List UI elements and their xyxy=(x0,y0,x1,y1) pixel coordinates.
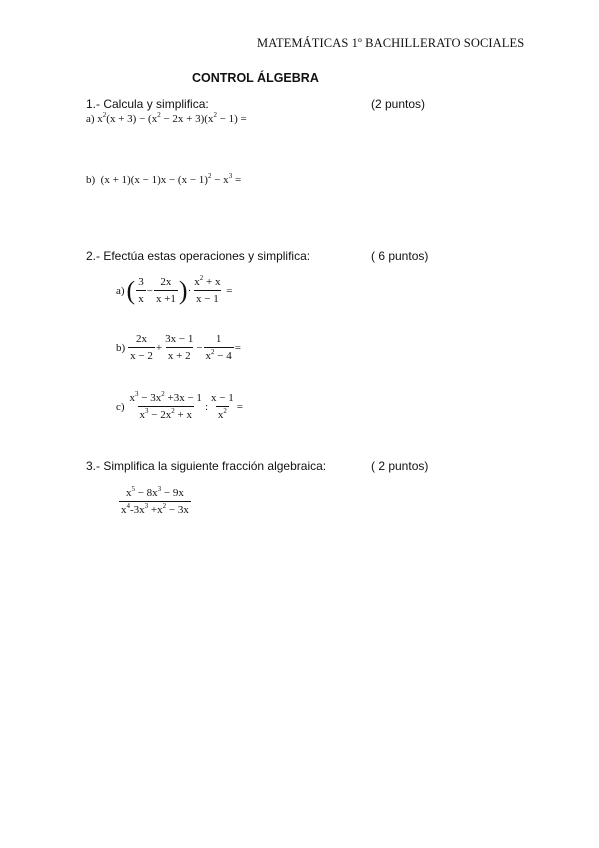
question-2b-label: b) xyxy=(116,341,126,354)
fraction: $\frac{2x}{x - 2}$ xyxy=(130,333,153,362)
question-2a-expression: a) ( $\frac{3}{x}$ − $\frac{2x}{x +1}$ ) · $\frac{x^2 + x}{x - 1}$ = xyxy=(116,274,233,305)
question-1-points: (2 puntos) xyxy=(371,97,426,111)
page-title: CONTROL ÁLGEBRA xyxy=(192,71,319,85)
question-2-points: ( 6 puntos) xyxy=(371,249,429,263)
question-1-heading: 1.- Calcula y simplifica: xyxy=(86,97,209,111)
question-1b-label: b) xyxy=(86,174,96,186)
left-paren: ( xyxy=(126,275,136,305)
question-2a-label: a) xyxy=(116,284,125,297)
fraction: $\frac{2x}{x +1}$ xyxy=(155,276,176,305)
question-1b-expression: b) $(x + 1)(x - 1)x - (x - 1)^2 - x^3$ = xyxy=(86,172,242,186)
document-header: MATEMÁTICAS 1º BACHILLERATO SOCIALES xyxy=(257,36,525,50)
right-paren: ) xyxy=(178,275,188,305)
question-2-heading: 2.- Efectúa estas operaciones y simplifica: xyxy=(86,249,311,263)
fraction: $\frac{3x - 1}{x + 2}$ xyxy=(165,333,194,362)
question-2c-expression: c) $\frac{x^3 - 3x^2 +3x - 1}{x^3 - 2x^2 + x}$ : $\frac{x - 1}{x^2}$ = xyxy=(116,390,243,421)
question-3-points: ( 2 puntos) xyxy=(371,459,429,473)
fraction: $\frac{1}{x^2 - 4}$ xyxy=(205,333,232,362)
fraction: $\frac{x^3 - 3x^2 +3x - 1}{x^3 - 2x^2 + x}$ xyxy=(129,390,202,421)
fraction: $\frac{x - 1}{x^2}$ xyxy=(211,392,234,421)
fraction: $\frac{x^5 - 8x^3 - 9x}{x^4-3x^3 +x^2 - 3x}$ xyxy=(121,485,189,516)
question-1a-label: a) xyxy=(86,113,95,125)
question-1a-expression: a) $x^2(x + 3) - (x^2 - 2x + 3)(x^2 - 1)$ = xyxy=(86,111,247,125)
question-3-heading: 3.- Simplifica la siguiente fracción algebraica: xyxy=(86,459,327,473)
fraction: $\frac{x^2 + x}{x - 1}$ xyxy=(194,274,221,305)
question-3-expression xyxy=(118,486,192,517)
fraction: $\frac{3}{x}$ xyxy=(138,276,144,305)
question-2c-label: c) xyxy=(116,400,125,413)
question-2b-expression: b) $\frac{2x}{x - 2}$ + $\frac{3x - 1}{x + 2}$ − $\frac{1}{x^2 - 4}$ = xyxy=(116,333,241,362)
